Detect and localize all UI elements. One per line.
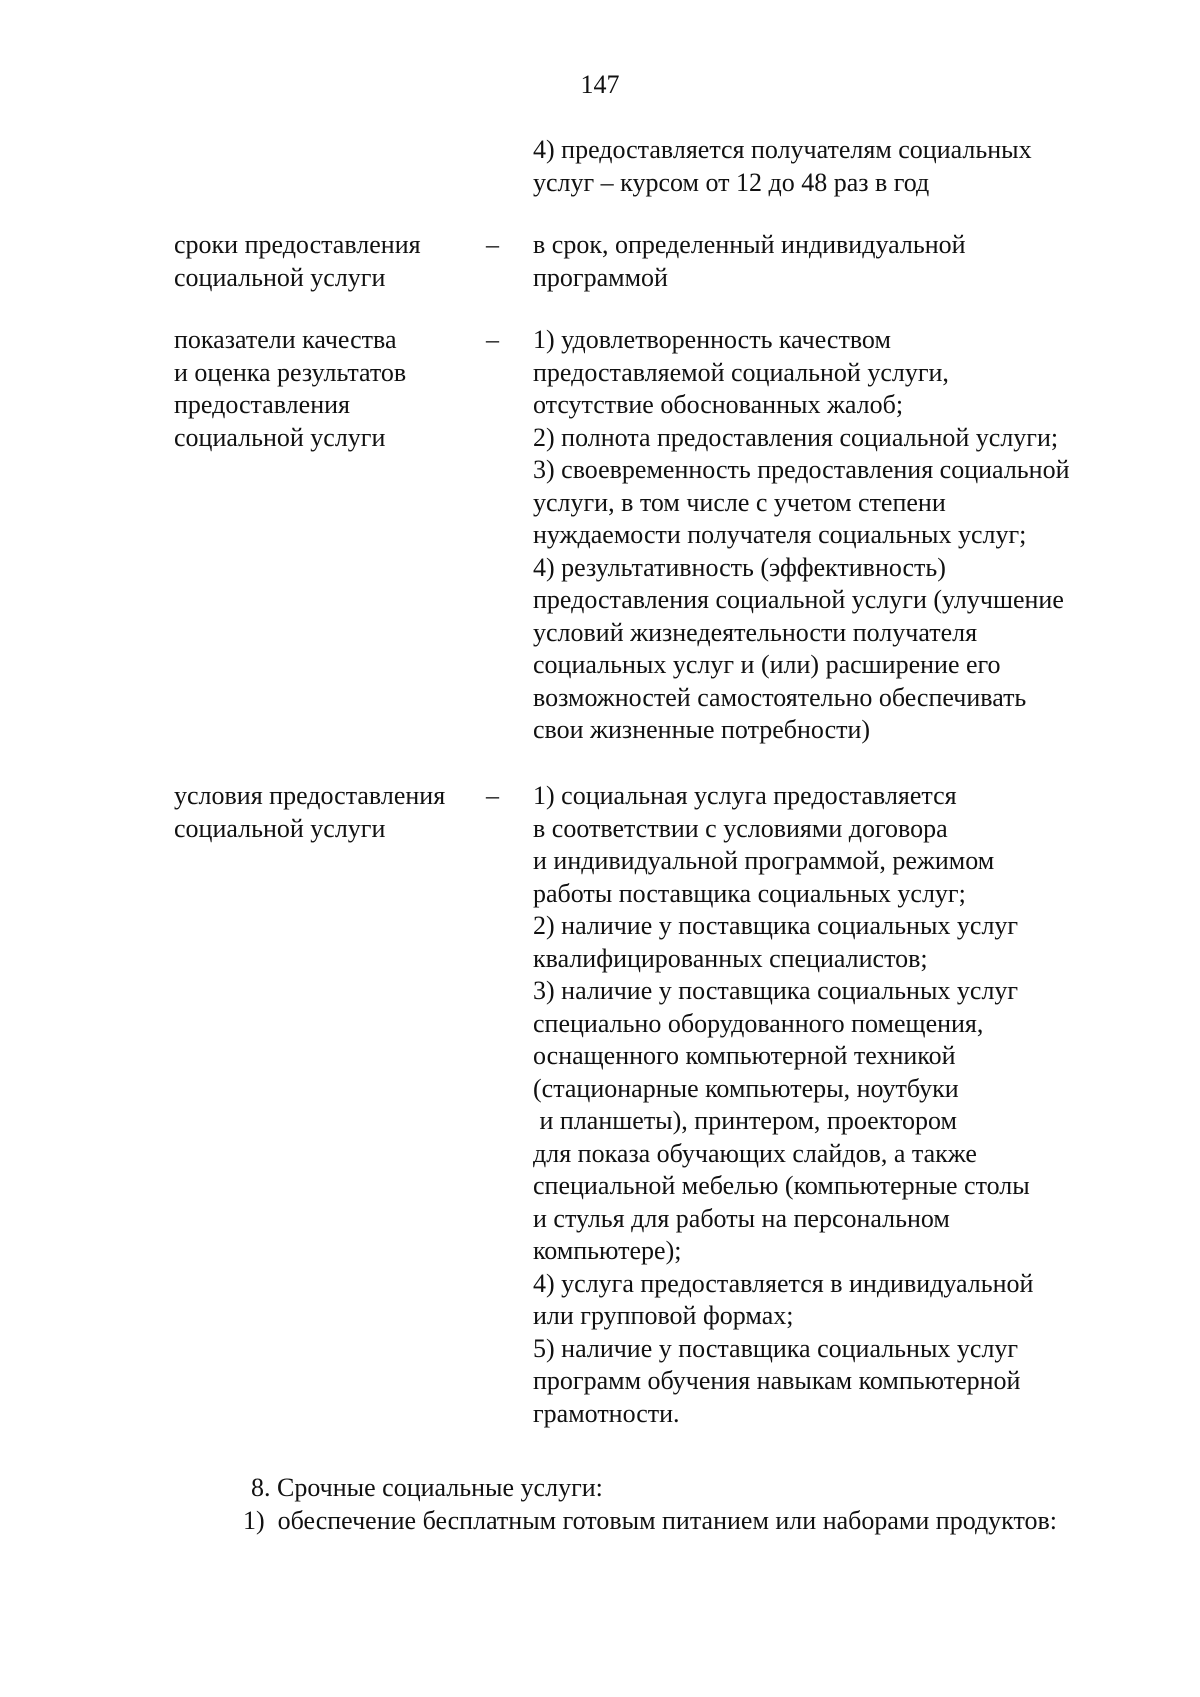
label-line: предоставления (174, 390, 350, 419)
value-line: предоставляемой социальной услуги, (533, 357, 949, 387)
row-value (533, 324, 1153, 747)
row-label (174, 324, 474, 454)
value-line: (стационарные компьютеры, ноутбуки (533, 1073, 959, 1103)
value-line: квалифицированных специалистов; (533, 943, 928, 973)
value-line: в срок, определенный индивидуальной (533, 230, 966, 259)
value-line: 3) своевременность предоставления социальной (533, 455, 1070, 484)
label-line: и оценка результатов (174, 357, 407, 387)
label-line: социальной услуги (174, 813, 386, 843)
value-line: работы поставщика социальных услуг; (533, 878, 966, 908)
value-line: предоставления социальной услуги (улучшение (533, 585, 1064, 614)
section-heading: 8. Срочные социальные услуги: (251, 1473, 603, 1502)
label-line: сроки предоставления (174, 230, 421, 259)
value-line: специально оборудованного помещения, (533, 1008, 984, 1038)
value-line: для показа обучающих слайдов, а также (533, 1138, 977, 1168)
value-line: услуги, в том числе с учетом степени (533, 487, 946, 517)
row-dash: – (486, 781, 499, 810)
value-line: 2) полнота предоставления социальной услуги; (533, 422, 1059, 452)
value-line: или групповой формах; (533, 1301, 794, 1330)
row-value (533, 229, 1153, 294)
value-line: 1) удовлетворенность качеством (533, 325, 891, 354)
row-dash: – (486, 230, 499, 259)
page-number: 147 (580, 70, 620, 99)
row-label (174, 780, 474, 845)
label-line: социальной услуги (174, 422, 386, 452)
label-line: социальной услуги (174, 262, 386, 292)
intro-text (533, 134, 1153, 199)
row-label (174, 229, 474, 294)
value-line: 5) наличие у поставщика социальных услуг (533, 1333, 1019, 1363)
value-line: социальных услуг и (или) расширение его (533, 650, 1001, 679)
intro-line: 4) предоставляется получателям социальных (533, 135, 1032, 164)
value-line: оснащенного компьютерной техникой (533, 1041, 956, 1070)
value-line: возможностей самостоятельно обеспечивать (533, 682, 1027, 712)
value-line: 3) наличие у поставщика социальных услуг (533, 976, 1019, 1005)
value-line: компьютере); (533, 1236, 682, 1265)
value-line: 2) наличие у поставщика социальных услуг (533, 911, 1019, 940)
value-line: нуждаемости получателя социальных услуг; (533, 520, 1027, 549)
value-line: в соответствии с условиями договора (533, 813, 948, 843)
value-line: и планшеты), принтером, проектором (533, 1106, 957, 1135)
value-line: условий жизнедеятельности получателя (533, 617, 978, 647)
list-item: 1) обеспечение бесплатным готовым питанием или наборами продуктов: (243, 1506, 1057, 1535)
value-line: грамотности. (533, 1398, 680, 1428)
row-value (533, 780, 1153, 1430)
value-line: свои жизненные потребности) (533, 715, 871, 744)
value-line: 1) социальная услуга предоставляется (533, 781, 957, 810)
value-line: программ обучения навыкам компьютерной (533, 1366, 1021, 1395)
value-line: отсутствие обоснованных жалоб; (533, 390, 904, 419)
intro-line: услуг – курсом от 12 до 48 раз в год (533, 167, 930, 197)
value-line: и стулья для работы на персональном (533, 1203, 950, 1233)
value-line: программой (533, 262, 668, 292)
row-dash: – (486, 325, 499, 354)
value-line: специальной мебелью (компьютерные столы (533, 1171, 1030, 1200)
value-line: и индивидуальной программой, режимом (533, 846, 995, 875)
label-line: условия предоставления (174, 781, 446, 810)
value-line: 4) результативность (эффективность) (533, 552, 946, 582)
value-line: 4) услуга предоставляется в индивидуальной (533, 1268, 1034, 1298)
label-line: показатели качества (174, 325, 397, 354)
